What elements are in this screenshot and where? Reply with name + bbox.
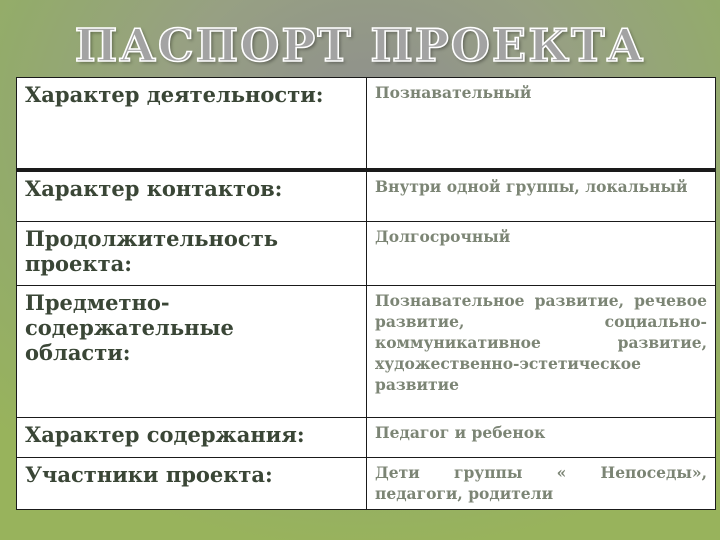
table-row [17, 78, 716, 170]
row-value: Дети группы « Непоседы», педагоги, родители [367, 458, 716, 510]
row-label: Характер контактов: [17, 170, 367, 222]
row-label: Характер содержания: [17, 418, 367, 458]
row-value: Познавательный [367, 78, 716, 170]
row-value: Внутри одной группы, локальный [367, 170, 716, 222]
row-value: Долгосрочный [367, 222, 716, 286]
project-passport-table [16, 77, 716, 510]
row-label: Предметно-содержательные области: [17, 286, 367, 418]
page-title: ПАСПОРТ ПРОЕКТА [74, 19, 646, 72]
table-row [17, 222, 716, 286]
row-value: Познавательное развитие, речевое развитие, социально-коммуникативное развитие, художественно-эстетическое развитие [367, 286, 716, 418]
row-label: Характер деятельности: [17, 78, 367, 170]
table-row [17, 170, 716, 222]
row-value: Педагог и ребенок [367, 418, 716, 458]
table-row [17, 458, 716, 510]
table-row [17, 418, 716, 458]
row-label: Продолжительность проекта: [17, 222, 367, 286]
table-row [17, 286, 716, 418]
row-label: Участники проекта: [17, 458, 367, 510]
